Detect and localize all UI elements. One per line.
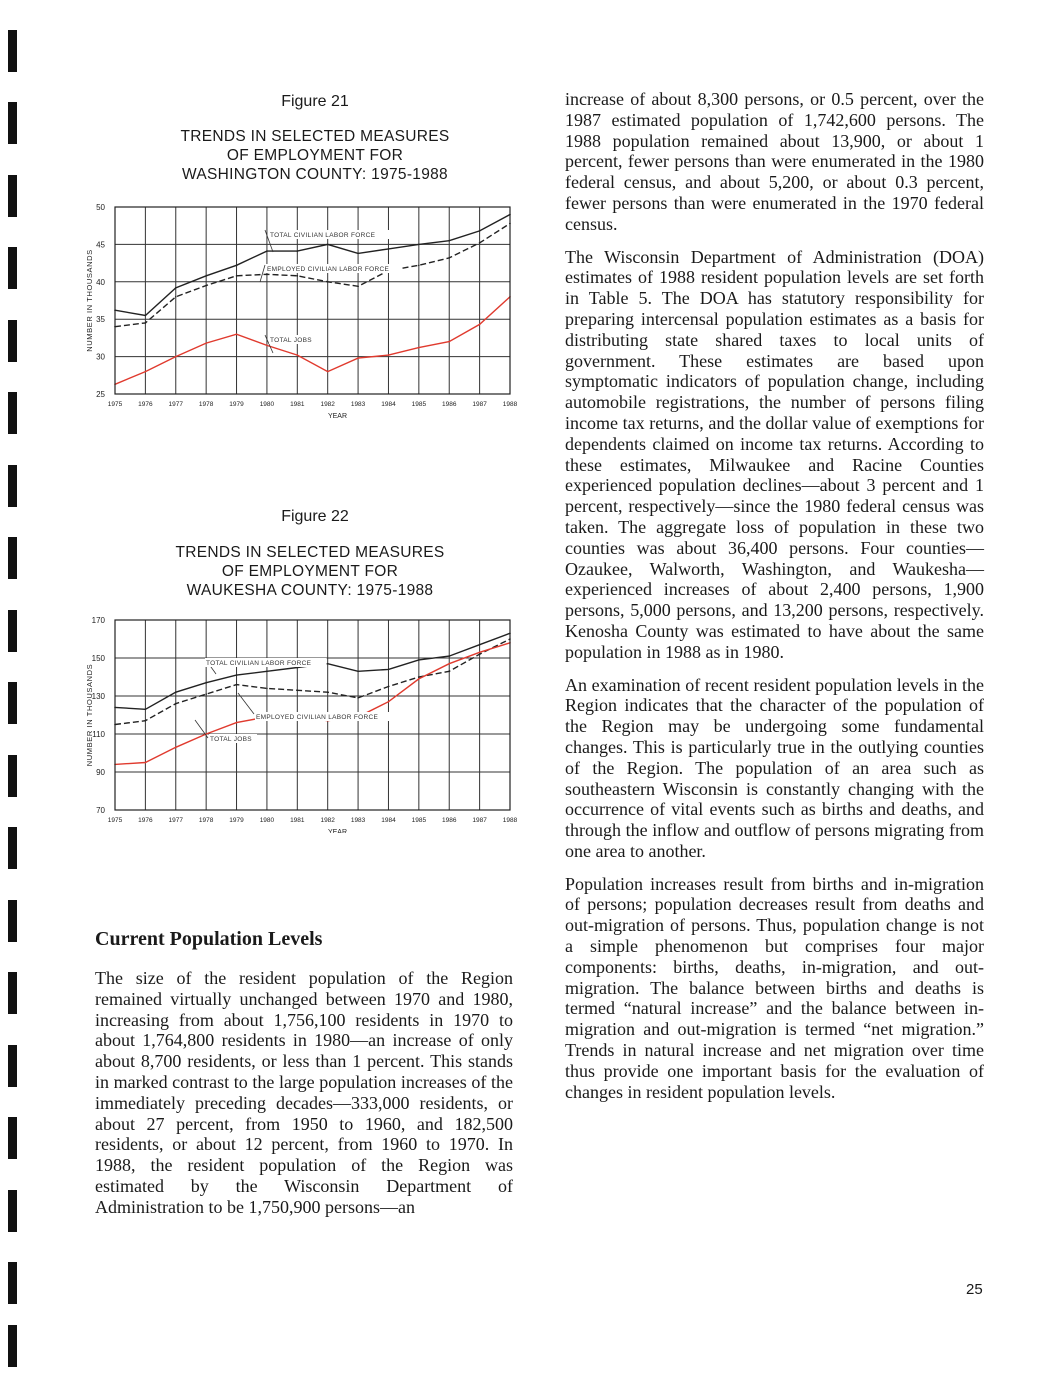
x-tick-label: 1980 (259, 817, 275, 824)
data-point (388, 701, 390, 703)
x-tick-label: 1988 (502, 817, 518, 824)
data-point (327, 281, 329, 283)
data-point (145, 720, 147, 722)
data-point (175, 296, 177, 298)
x-tick-label: 1985 (411, 401, 427, 408)
x-tick-label: 1975 (107, 401, 123, 408)
x-tick-label: 1981 (290, 401, 305, 408)
data-point (297, 690, 299, 692)
data-point (479, 653, 481, 655)
data-point (418, 678, 420, 680)
data-point (236, 275, 238, 277)
binder-bar (8, 682, 17, 724)
data-point (418, 676, 420, 678)
x-tick-label: 1979 (229, 817, 244, 824)
data-point (175, 747, 177, 749)
data-point (357, 285, 359, 287)
y-tick-label: 70 (96, 806, 105, 815)
y-tick-label: 170 (91, 616, 105, 625)
figure-title-line: OF EMPLOYMENT FOR (221, 563, 399, 580)
y-tick-label: 45 (96, 240, 105, 250)
data-point (175, 691, 177, 693)
data-point (236, 674, 238, 676)
data-point (448, 341, 450, 343)
x-tick-label: 1975 (107, 817, 123, 824)
data-point (297, 275, 299, 277)
x-tick-label: 1980 (259, 401, 275, 408)
data-point (357, 697, 359, 699)
data-point (357, 357, 359, 359)
y-tick-label: 30 (96, 352, 105, 362)
data-point (327, 244, 329, 246)
y-tick-label: 90 (96, 768, 105, 777)
data-point (266, 250, 268, 252)
annotation-label: TOTAL JOBS (270, 337, 312, 344)
binder-bar (8, 102, 17, 144)
y-tick-label: 150 (91, 654, 105, 663)
data-point (205, 342, 207, 344)
figure-22-chart (60, 608, 530, 833)
data-point (145, 762, 147, 764)
paragraph: increase of about 8,300 persons, or 0.5 percent, over the 1987 estimated population of 1,742,600 persons. The 1988 population remained about 13,900, or about 1 percent, fewer persons than were enumerated in the 1980 federal census, and about 5,200, or about 0.3 percent, fewer persons than were enumerated in the 1970 federal census. (565, 89, 984, 234)
data-point (145, 371, 147, 373)
x-tick-label: 1987 (472, 401, 487, 408)
data-point (327, 663, 329, 665)
binder-bar (8, 1325, 17, 1367)
binder-bar (8, 610, 17, 652)
data-point (448, 663, 450, 665)
annotation-label: TOTAL CIVILIAN LABOR FORCE (270, 232, 376, 239)
annotation-label: EMPLOYED CIVILIAN LABOR FORCE (256, 714, 379, 721)
data-point (175, 287, 177, 289)
data-point (236, 684, 238, 686)
data-point (479, 230, 481, 232)
binder-bar (8, 827, 17, 869)
annotation-label: TOTAL CIVILIAN LABOR FORCE (206, 660, 312, 667)
data-point (357, 671, 359, 673)
data-point (236, 333, 238, 335)
data-point (388, 686, 390, 688)
figure-title-line: TRENDS IN SELECTED MEASURES (180, 128, 450, 145)
data-point (479, 644, 481, 646)
x-tick-label: 1988 (502, 401, 518, 408)
y-tick-label: 130 (91, 692, 105, 701)
binder-bar (8, 1262, 17, 1304)
paragraph: An examination of recent resident population levels in the Region indicates that the character of the population of the Region may be undergoing some fundamental changes. This is particularly true in the outlying counties of the Region. The population of an area such as southeastern Wisconsin is constantly changing with the occurrence of vital events such as births and deaths, and through the inflow and outflow of persons migrating from one area to another. (565, 674, 984, 861)
x-tick-label: 1984 (381, 401, 396, 408)
x-tick-label: 1984 (381, 817, 396, 824)
page-number: 25 (966, 1281, 983, 1298)
data-point (205, 275, 207, 277)
data-point (175, 703, 177, 705)
x-tick-label: 1986 (441, 401, 457, 408)
x-tick-label: 1983 (350, 817, 366, 824)
data-point (418, 347, 420, 349)
binder-bar (8, 1117, 17, 1159)
y-tick-label: 25 (96, 390, 105, 399)
y-tick-label: 50 (96, 203, 105, 212)
data-point (448, 671, 450, 673)
right-column (565, 89, 984, 1114)
x-tick-label: 1979 (229, 401, 244, 408)
binder-bar (8, 465, 17, 507)
data-point (479, 652, 481, 654)
x-tick-label: 1978 (198, 401, 214, 408)
x-tick-label: 1977 (168, 401, 184, 408)
data-point (145, 315, 147, 317)
figure-title-line: TRENDS IN SELECTED MEASURES (175, 544, 445, 561)
data-point (448, 240, 450, 242)
x-tick-label: 1983 (350, 401, 366, 408)
left-column (95, 968, 513, 1230)
y-tick-label: 110 (92, 730, 105, 739)
binder-bar (8, 1190, 17, 1232)
figure-title-line: WASHINGTON COUNTY: 1975-1988 (182, 166, 448, 183)
section-heading: Current Population Levels (95, 928, 323, 950)
x-tick-label: 1978 (198, 817, 214, 824)
figure-title-line: OF EMPLOYMENT FOR (226, 147, 404, 164)
data-point (205, 693, 207, 695)
binder-bar (8, 537, 17, 579)
data-point (145, 322, 147, 324)
data-point (205, 682, 207, 684)
data-point (266, 345, 268, 347)
paragraph: The size of the resident population of the Region remained virtually unchanged between 1970 and 1980, increasing from about 1,756,100 residents in 1970 to about 1,764,800 residents in 1980—an increase of only about 8,700 residents, or less than 1 percent. This stands in marked contrast to the large population increases of the immediately preceding decades—333,000 residents, or about 27 percent, from 1950 to 1960, and 182,500 residents, or about 12 percent, from 1960 to 1970. In 1988, the resident population of the Region was estimated by the Wisconsin Department of Administration to be 1,750,900 persons—an (95, 968, 513, 1217)
data-point (388, 669, 390, 671)
y-tick-label: 40 (96, 277, 105, 287)
data-point (479, 324, 481, 326)
figure-22-title (100, 543, 520, 600)
annotation-leader (260, 265, 265, 282)
annotation-label: TOTAL JOBS (210, 736, 252, 743)
data-point (297, 354, 299, 356)
data-point (266, 688, 268, 690)
figure-21-title (105, 127, 525, 184)
x-tick-label: 1977 (168, 817, 184, 824)
paragraph: Population increases result from births and in-migration of persons; population decreases result from deaths and out-migration of persons. Thus, population change is not a simple phenomenon but comprises four major components: births, deaths, in-migration, and out-migration. The balance between births and deaths is termed “natural increase” and the balance between in-migration and out-migration is termed “net migration.” Trends in natural increase and net migration over time thus provide one important basis for the evaluation of changes in resident population levels. (565, 873, 984, 1102)
x-tick-label: 1981 (290, 817, 305, 824)
x-tick-label: 1985 (411, 817, 427, 824)
data-point (388, 248, 390, 250)
data-point (448, 655, 450, 657)
data-point (357, 253, 359, 255)
series-line-total-civilian-labor-force (115, 633, 510, 709)
data-point (479, 242, 481, 244)
x-tick-label: 1986 (441, 817, 457, 824)
data-point (418, 244, 420, 246)
data-point (327, 691, 329, 693)
data-point (145, 709, 147, 711)
figure-21-chart (60, 195, 530, 430)
binder-bar (8, 755, 17, 797)
annotation-label: EMPLOYED CIVILIAN LABOR FORCE (267, 266, 390, 273)
data-point (418, 659, 420, 661)
figure-21-label: Figure 21 (281, 93, 349, 110)
data-point (236, 722, 238, 724)
data-point (236, 265, 238, 267)
data-point (205, 285, 207, 287)
binder-bar (8, 1045, 17, 1087)
binder-bar (8, 900, 17, 942)
x-axis-label: YEAR (327, 829, 348, 833)
x-tick-label: 1982 (320, 817, 335, 824)
data-point (327, 371, 329, 373)
x-tick-label: 1976 (138, 401, 153, 408)
data-point (448, 257, 450, 259)
figure-22-label: Figure 22 (281, 508, 349, 525)
series-line-employed-civilian-labor-force (115, 639, 510, 725)
x-tick-label: 1976 (138, 817, 153, 824)
x-tick-label: 1987 (472, 817, 487, 824)
binder-bar (8, 30, 17, 72)
binder-bar (8, 175, 17, 217)
x-tick-label: 1982 (320, 401, 335, 408)
data-point (266, 671, 268, 673)
binder-bar (8, 320, 17, 362)
data-point (297, 250, 299, 252)
y-axis-label: NUMBER IN THOUSANDS (85, 249, 94, 352)
figure-title-line: WAUKESHA COUNTY: 1975-1988 (186, 582, 434, 599)
y-axis-label: NUMBER IN THOUSANDS (85, 663, 94, 767)
binder-bar (8, 247, 17, 289)
x-axis-label: YEAR (327, 413, 348, 420)
binder-bar (8, 392, 17, 434)
data-point (418, 265, 420, 267)
data-point (175, 356, 177, 358)
data-point (388, 354, 390, 356)
y-tick-label: 35 (96, 315, 105, 325)
paragraph: The Wisconsin Department of Administration (DOA) estimates of 1988 resident population levels are set forth in Table 5. The DOA has statutory responsibility for preparing intercensal population estimates as a basis for distributing state shared taxes to local units of government. These estimates are based upon symptomatic indicators of population change, including automobile registrations, the number of persons filing income tax returns, and the dollar value of exemptions for dependents claimed on income tax returns. According to these estimates, Milwaukee and Racine Counties experienced population declines—about 3 percent and 1 percent, respectively—since the 1980 federal census was taken. The aggregate loss of population in these two counties was about 36,400 persons. Four counties—Ozaukee, Walworth, Washington, and Waukesha—experienced increases of about 2,400 persons, 1,900 persons, 5,000 persons, and 13,200 persons, respectively. Kenosha County was estimated to have about the same population in 1988 as in 1980. (565, 246, 984, 662)
binder-bar (8, 972, 17, 1014)
data-point (266, 274, 268, 276)
